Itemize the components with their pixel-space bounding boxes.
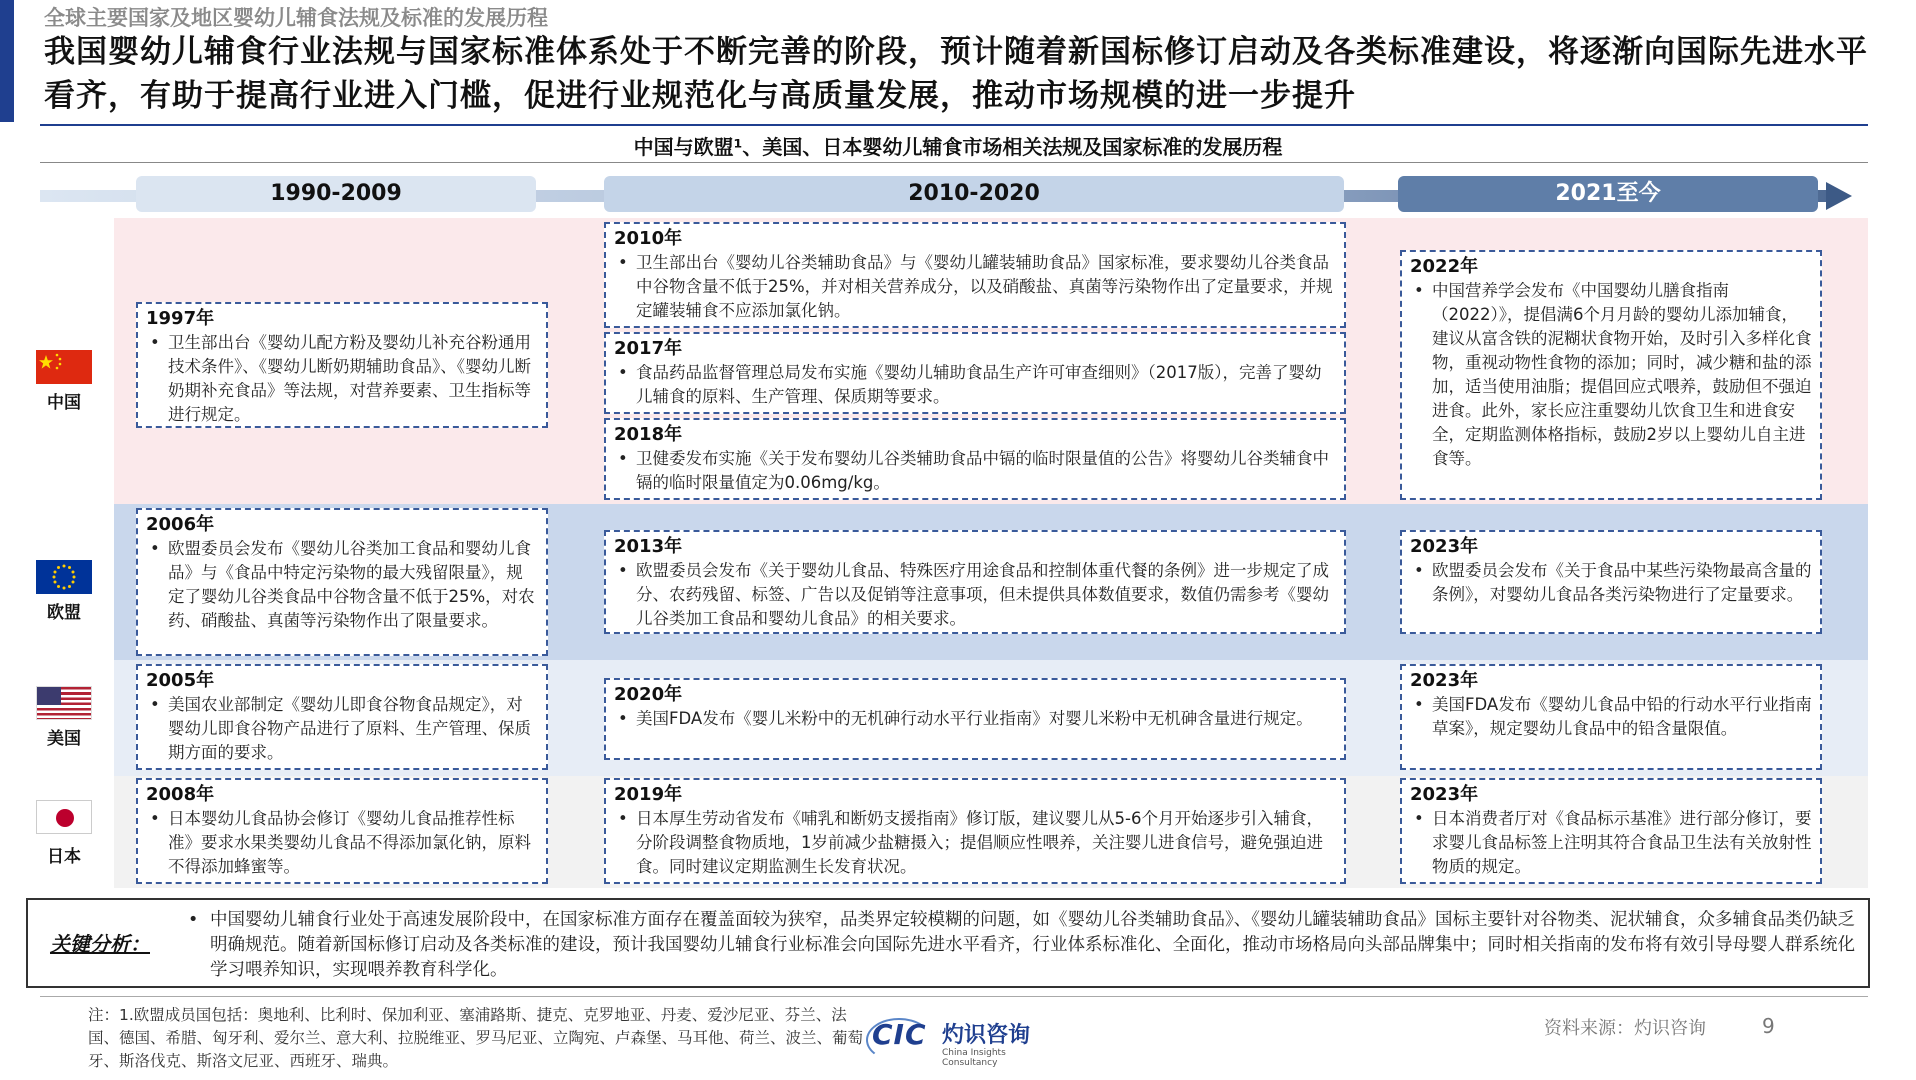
event-year: 2022年 (1410, 256, 1479, 277)
event-text: • 食品药品监督管理总局发布实施《婴幼儿辅助食品生产许可审查细则》（2017版），完善了婴幼儿辅食的原料、生产管理、保质期等要求。 (614, 361, 1336, 409)
key-analysis-text (188, 908, 1860, 983)
event-year: 2013年 (614, 536, 683, 557)
event-card-us-2020 (604, 678, 1346, 760)
period-2021-now: 2021至今 (1398, 176, 1818, 212)
event-year: 2006年 (146, 514, 215, 535)
event-card-japan-2023 (1400, 778, 1822, 884)
event-text: • 美国FDA发布《婴儿米粉中的无机砷行动水平行业指南》对婴儿米粉中无机砷含量进行规定。 (614, 707, 1336, 731)
event-card-eu-2013 (604, 530, 1346, 634)
country-label-china: 中国 (47, 393, 81, 413)
logo-abbr: CIC (872, 1018, 927, 1051)
page-number: 9 (1762, 1014, 1775, 1038)
china-flag-icon (36, 350, 92, 384)
event-card-china-2018 (604, 418, 1346, 500)
page-title: 我国婴幼儿辅食行业法规与国家标准体系处于不断完善的阶段，预计随着新国标修订启动及各类标准建设，将逐渐向国际先进水平看齐，有助于提高行业进入门槛，促进行业规范化与高质量发展，推动市场规模的进一步提升 (44, 34, 1868, 114)
event-card-japan-2019 (604, 778, 1346, 884)
event-text: • 日本消费者厅对《食品标示基准》进行部分修订，要求婴儿食品标签上注明其符合食品卫生法有关放射性物质的规定。 (1410, 807, 1812, 879)
country-label-japan: 日本 (47, 847, 81, 867)
key-analysis-box (26, 898, 1870, 988)
event-year: 2005年 (146, 670, 215, 691)
breadcrumb: 全球主要国家及地区婴幼儿辅食法规及标准的发展历程 (44, 6, 548, 30)
accent-bar (0, 0, 14, 122)
event-text: • 美国农业部制定《婴幼儿即食谷物食品规定》，对婴幼儿即食谷物产品进行了原料、生产管理、保质期方面的要求。 (146, 693, 538, 765)
event-text: • 欧盟委员会发布《关于婴幼儿食品、特殊医疗用途食品和控制体重代餐的条例》进一步规定了成分、农药残留、标签、广告以及促销等注意事项，但未提供具体数值要求，数值仍需参考《婴幼儿谷类加工食品和婴幼儿食品》的相关要求。 (614, 559, 1336, 631)
logo-name: 灼识咨询 (942, 1023, 1031, 1048)
event-text: • 卫健委发布实施《关于发布婴幼儿谷类辅助食品中镉的临时限量值的公告》将婴幼儿谷类辅食中镉的临时限量值定为0.06mg/kg。 (614, 447, 1336, 495)
us-flag-icon (36, 686, 92, 720)
subtitle-divider (40, 162, 1868, 163)
event-year: 2017年 (614, 338, 683, 359)
event-text: • 日本厚生劳动省发布《哺乳和断奶支援指南》修订版，建议婴儿从5-6个月开始逐步引入辅食，分阶段调整食物质地，1岁前减少盐糖摄入；提倡顺应性喂养，关注婴儿进食信号，避免强迫进食。同时建议定期监测生长发育状况。 (614, 807, 1336, 879)
key-analysis-label: 关键分析： (50, 932, 150, 956)
period-1990-2009: 1990-2009 (136, 176, 536, 212)
period-2010-2020: 2010-2020 (604, 176, 1344, 212)
event-text: • 卫生部出台《婴幼儿配方粉及婴幼儿补充谷粉通用技术条件》、《婴幼儿断奶期辅助食品》、《婴幼儿断奶期补充食品》等法规，对营养要素、卫生指标等进行规定。 (146, 331, 538, 427)
event-year: 2018年 (614, 424, 683, 445)
event-card-eu-2006 (136, 508, 548, 656)
event-text: • 中国营养学会发布《中国婴幼儿膳食指南（2022）》，提倡满6个月月龄的婴幼儿添加辅食，建议从富含铁的泥糊状食物开始，及时引入多样化食物，重视动物性食物的添加；同时，减少糖和盐的添加，适当使用油脂；提倡回应式喂养，鼓励但不强迫进食。此外，家长应注重婴幼儿饮食卫生和进食安全，定期监测体格指标，鼓励2岁以上婴幼儿自主进食等。 (1410, 279, 1812, 471)
country-label-eu: 欧盟 (47, 603, 81, 623)
event-card-china-2010 (604, 222, 1346, 328)
event-text: • 日本婴幼儿食品协会修订《婴幼儿食品推荐性标准》要求水果类婴幼儿食品不得添加氯化钠，原料不得添加蜂蜜等。 (146, 807, 538, 879)
title-divider (40, 124, 1868, 126)
event-text: • 美国FDA发布《婴幼儿食品中铅的行动水平行业指南草案》，规定婴幼儿食品中的铅含量限值。 (1410, 693, 1812, 741)
event-year: 2019年 (614, 784, 683, 805)
event-year: 2008年 (146, 784, 215, 805)
timeline-arrow-icon (1826, 182, 1852, 210)
event-text: • 卫生部出台《婴幼儿谷类辅助食品》与《婴幼儿罐装辅助食品》国家标准，要求婴幼儿谷类食品中谷物含量不低于25%，并对相关营养成分，以及硝酸盐、真菌等污染物作出了定量要求，并规定罐装辅食不应添加氯化钠。 (614, 251, 1336, 323)
japan-flag-icon (36, 800, 92, 834)
event-year: 2023年 (1410, 670, 1479, 691)
event-card-china-2017 (604, 332, 1346, 414)
event-year: 1997年 (146, 308, 215, 329)
eu-flag-icon (36, 560, 92, 594)
logo-english-name: China Insights Consultancy (942, 1048, 1006, 1068)
country-label-us: 美国 (47, 729, 81, 749)
event-year: 2020年 (614, 684, 683, 705)
bullet-icon: • (188, 910, 199, 930)
event-text: • 欧盟委员会发布《婴幼儿谷类加工食品和婴幼儿食品》与《食品中特定污染物的最大残留限量》，规定了婴幼儿谷类食品中谷物含量不低于25%，对农药、硝酸盐、真菌等污染物作出了限量要求。 (146, 537, 538, 633)
event-year: 2010年 (614, 228, 683, 249)
event-card-us-2023 (1400, 664, 1822, 770)
company-logo (872, 1018, 1052, 1066)
event-year: 2023年 (1410, 784, 1479, 805)
event-card-china-1997 (136, 302, 548, 428)
footnote: 注：1.欧盟成员国包括：奥地利、比利时、保加利亚、塞浦路斯、捷克、克罗地亚、丹麦、爱沙尼亚、芬兰、法国、德国、希腊、匈牙利、爱尔兰、意大利、拉脱维亚、罗马尼亚、立陶宛、卢森堡、马耳他、荷兰、波兰、葡萄牙、斯洛伐克、斯洛文尼亚、西班牙、瑞典。 (88, 1006, 864, 1070)
event-card-us-2005 (136, 664, 548, 770)
footer-divider (40, 996, 1868, 997)
key-analysis-body: 中国婴幼儿辅食行业处于高速发展阶段中，在国家标准方面存在覆盖面较为狭窄，品类界定较模糊的问题，如《婴幼儿谷类辅助食品》、《婴幼儿罐装辅助食品》国标主要针对谷物类、泥状辅食，众多辅食品类仍缺乏明确规范。随着新国标修订启动及各类标准的建设，预计我国婴幼儿辅食行业标准会向国际先进水平看齐，行业体系标准化、全面化，推动市场格局向头部品牌集中；同时相关指南的发布将有效引导母婴人群系统化学习喂养知识，实现喂养教育科学化。 (210, 910, 1855, 980)
chart-subtitle: 中国与欧盟¹、美国、日本婴幼儿辅食市场相关法规及国家标准的发展历程 (633, 135, 1283, 159)
source-note: 资料来源：灼识咨询 (1544, 1018, 1706, 1039)
event-text: • 欧盟委员会发布《关于食品中某些污染物最高含量的条例》，对婴幼儿食品各类污染物进行了定量要求。 (1410, 559, 1812, 607)
event-year: 2023年 (1410, 536, 1479, 557)
event-card-eu-2023 (1400, 530, 1822, 634)
event-card-japan-2008 (136, 778, 548, 884)
event-card-china-2022 (1400, 250, 1822, 500)
